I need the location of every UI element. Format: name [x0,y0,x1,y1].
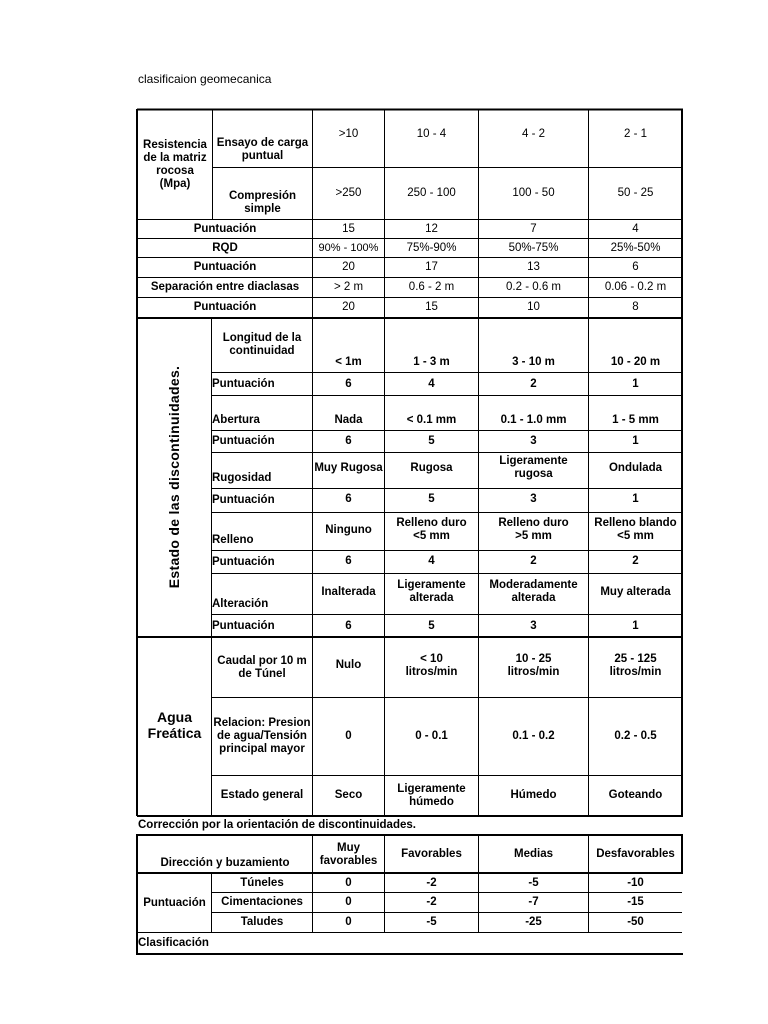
rugosidad-value: Ligeramente rugosa [499,455,568,480]
relleno-value: Ninguno [325,523,372,536]
puntuacion-value: 13 [527,261,540,273]
puntuacion-value: 12 [425,222,438,235]
correccion-value: -15 [627,896,644,908]
ensayo-value: 2 - 1 [623,128,647,140]
abertura-value: 1 - 5 mm [612,414,659,426]
puntuacion-value: 3 [530,619,537,632]
puntuacion-label: Puntuación [193,301,257,313]
ensayo-carga-label: Ensayo de carga puntual [216,137,309,162]
puntuacion-value: 2 [632,554,639,567]
relleno-value: Relleno blando <5 mm [594,517,677,542]
rqd-value: 50%-75% [508,241,559,254]
correccion-value: -7 [528,896,539,908]
puntuacion-value: 10 [527,301,540,313]
puntuacion-value: 5 [428,619,435,632]
rugosidad-value: Rugosa [410,461,453,474]
tuneles-label: Túneles [240,876,284,889]
discontinuidades-vertical-label: Estado de las discontinuidades. [166,365,182,589]
puntuacion-value: 6 [345,435,352,447]
rqd-value: 75%-90% [406,241,457,254]
estado-value: Ligeramente húmedo [397,782,466,808]
correccion-value: 0 [345,876,352,889]
alteracion-label: Alteración [212,598,269,610]
longitud-label: Longitud de la continuidad [222,332,302,357]
puntuacion-value: 3 [530,435,537,447]
puntuacion-value: 1 [632,435,639,447]
longitud-value: 10 - 20 m [610,356,661,368]
puntuacion-label: Puntuación [212,555,275,568]
puntuacion-value: 6 [632,261,639,273]
separacion-value: 0.2 - 0.6 m [506,281,561,293]
rugosidad-label: Rugosidad [212,472,272,484]
relacion-value: 0 - 0.1 [415,730,448,742]
correccion-value: -2 [426,896,437,908]
agua-freatica-label: Agua Freática [147,709,202,741]
puntuacion-value: 6 [345,554,352,567]
compresion-value: 100 - 50 [512,187,555,199]
estado-value: Goteando [608,789,663,801]
caudal-value: < 10 litros/min [405,652,458,678]
longitud-value: 3 - 10 m [512,356,555,368]
puntuacion-value: 20 [342,261,355,273]
puntuacion-value: 5 [428,435,435,447]
ensayo-value: 4 - 2 [521,128,545,140]
relleno-value: Relleno duro >5 mm [498,517,569,542]
puntuacion-value: 20 [342,301,355,313]
puntuacion-value: 7 [530,222,537,235]
puntuacion-label: Puntuación [212,619,275,632]
cimentaciones-label: Cimentaciones [221,896,303,908]
separacion-value: 0.06 - 0.2 m [604,281,667,293]
correccion-value: -50 [627,916,644,928]
puntuacion-value: 2 [530,377,537,390]
relacion-label: Relacion: Presion de agua/Tensión principal mayor [213,717,311,755]
puntuacion-value: 5 [428,492,435,505]
rqd-value: 25%-50% [610,241,661,254]
puntuacion-value: 6 [345,377,352,390]
alteracion-value: Moderadamente alterada [489,579,578,604]
abertura-value: Nada [334,414,363,426]
direccion-buzamiento-label: Dirección y buzamiento [160,857,290,869]
ensayo-value: >10 [338,128,359,140]
puntuacion-value: 17 [425,261,438,273]
puntuacion-label: Puntuación [212,377,275,390]
puntuacion-label: Puntuación [212,494,275,506]
puntuacion-value: 6 [345,619,352,632]
compresion-value: >250 [335,187,362,199]
compresion-value: 50 - 25 [617,187,654,199]
correccion-value: 0 [345,916,352,928]
separacion-value: 0.6 - 2 m [408,281,455,293]
resistencia-label: Resistencia de la matriz rocosa (Mpa) [143,139,207,190]
rugosidad-value: Ondulada [608,461,663,474]
abertura-value: 0.1 - 1.0 mm [500,414,567,426]
rqd-value: 90% - 100% [318,241,379,254]
caudal-label: Caudal por 10 m de Túnel [217,654,307,680]
puntuacion-value: 1 [632,492,639,505]
puntuacion-value: 6 [345,492,352,505]
alteracion-value: Muy alterada [600,585,671,598]
alteracion-value: Inalterada [321,585,376,598]
puntuacion-label: Puntuación [193,261,257,273]
correccion-header: Desfavorables [596,848,675,860]
correccion-puntuacion-label: Puntuación [143,896,206,909]
relacion-value: 0 [345,730,352,742]
puntuacion-value: 4 [632,222,639,235]
puntuacion-value: 8 [632,301,639,313]
correccion-value: -5 [528,876,539,889]
caudal-value: 25 - 125 litros/min [609,652,662,678]
alteracion-value: Ligeramente alterada [397,579,466,604]
taludes-label: Taludes [240,916,284,928]
caudal-value: 10 - 25 litros/min [507,652,560,678]
puntuacion-value: 2 [530,554,537,567]
rugosidad-value: Muy Rugosa [314,461,383,474]
correccion-value: 0 [345,896,352,908]
puntuacion-value: 4 [428,377,435,390]
rqd-label: RQD [212,241,238,254]
relleno-label: Relleno [212,534,254,546]
caudal-value: Nulo [335,659,362,671]
estado-general-label: Estado general [220,789,304,801]
puntuacion-value: 3 [530,492,537,505]
ensayo-value: 10 - 4 [416,128,447,140]
longitud-value: 1 - 3 m [413,356,450,368]
relleno-value: Relleno duro <5 mm [396,517,467,542]
document-title: clasificaion geomecanica [138,72,272,86]
puntuacion-value: 1 [632,619,639,632]
puntuacion-value: 4 [428,554,435,567]
correccion-header: Favorables [401,848,462,860]
separacion-label: Separación entre diaclasas [150,281,300,293]
correccion-value: -10 [627,876,644,889]
correccion-value: -5 [426,916,437,928]
relacion-value: 0.2 - 0.5 [614,730,657,742]
puntuacion-value: 1 [632,377,639,390]
puntuacion-value: 15 [425,301,438,313]
clasificacion-label: Clasificación [138,937,209,949]
correccion-value: -25 [525,916,542,928]
correccion-header: Muy favorables [319,841,378,867]
longitud-value: < 1m [335,356,362,368]
estado-value: Húmedo [510,789,557,801]
puntuacion-label: Puntuación [193,222,257,235]
abertura-value: < 0.1 mm [406,414,457,426]
puntuacion-label: Puntuación [212,435,275,447]
abertura-label: Abertura [212,414,260,426]
relacion-value: 0.1 - 0.2 [512,730,555,742]
correccion-header: Medias [514,848,553,860]
separacion-value: > 2 m [333,281,364,293]
estado-value: Seco [334,789,363,801]
correccion-title: Corrección por la orientación de discontinuidades. [138,819,416,831]
compresion-value: 250 - 100 [407,187,456,199]
puntuacion-value: 15 [342,222,355,235]
correccion-value: -2 [426,876,437,889]
compresion-simple-label: Compresión simple [228,189,297,215]
